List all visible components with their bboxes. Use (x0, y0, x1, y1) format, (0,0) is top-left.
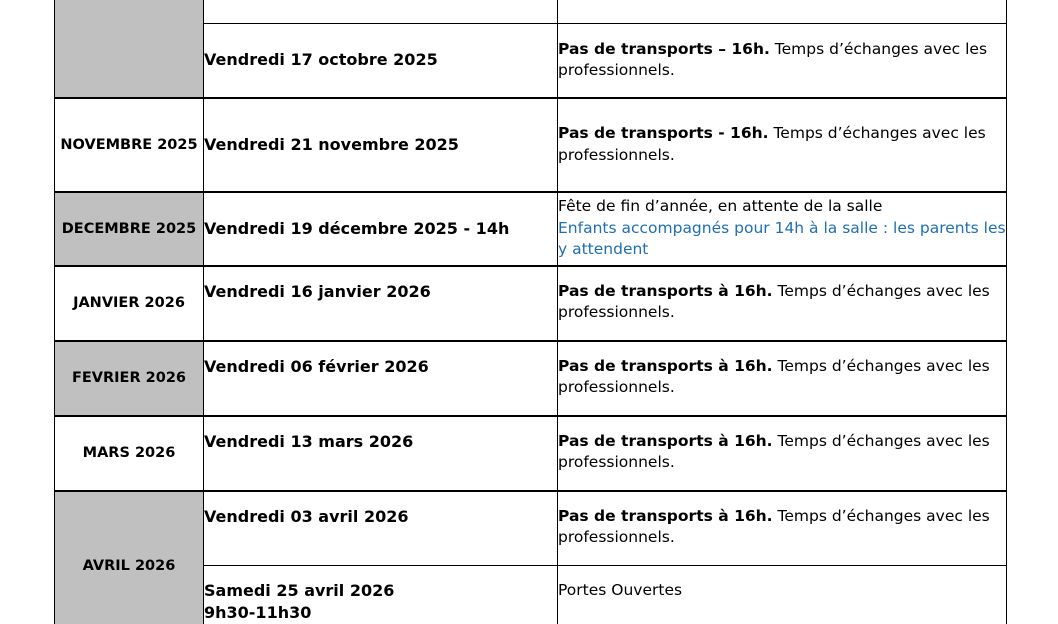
info-bold-text: Pas de transports à 16h. (558, 431, 773, 450)
table-row (55, 341, 1007, 416)
date-cell (204, 0, 558, 24)
table-row (55, 0, 1007, 24)
date-line: Samedi 25 avril 2026 (204, 581, 395, 600)
info-cell (558, 341, 1007, 416)
info-cell (558, 266, 1007, 341)
info-text: Temps d’échanges avec les professionnels. (558, 356, 990, 396)
month-cell: AVRIL 2026 (55, 491, 204, 624)
table-row (55, 192, 1007, 266)
info-bold-text: Pas de transports à 16h. (558, 506, 773, 525)
info-text: Temps d’échanges avec les professionnels. (558, 431, 990, 471)
date-cell: Vendredi 19 décembre 2025 - 14h (204, 192, 558, 266)
month-cell: JANVIER 2026 (55, 266, 204, 341)
date-cell: Vendredi 06 février 2026 (204, 341, 558, 416)
month-cell: NOVEMBRE 2025 (55, 98, 204, 192)
info-cell (558, 98, 1007, 192)
table-row (55, 98, 1007, 192)
date-cell: Vendredi 17 octobre 2025 (204, 24, 558, 98)
info-cell (558, 192, 1007, 266)
month-cell: MARS 2026 (55, 416, 204, 491)
info-cell (558, 0, 1007, 24)
info-cell (558, 24, 1007, 98)
info-text: Temps d’échanges avec les professionnels. (558, 124, 986, 164)
info-bold-text: Pas de transports à 16h. (558, 281, 773, 300)
info-cell: Portes Ouvertes (558, 566, 1007, 624)
table-row (55, 491, 1007, 566)
month-cell-octobre (55, 0, 204, 98)
info-text: Temps d’échanges avec les professionnels. (558, 39, 988, 80)
date-cell: Vendredi 16 janvier 2026 (204, 266, 558, 341)
date-cell: Vendredi 21 novembre 2025 (204, 98, 558, 192)
schedule-table (54, 0, 1007, 624)
info-text: Temps d’échanges avec les professionnels. (558, 506, 990, 546)
info-text: Temps d’échanges avec les professionnels. (558, 281, 990, 321)
table-row (55, 266, 1007, 341)
info-cell (558, 491, 1007, 566)
date-cell: Vendredi 13 mars 2026 (204, 416, 558, 491)
date-cell: Vendredi 03 avril 2026 (204, 491, 558, 566)
time-line: 9h30-11h30 (204, 603, 312, 622)
info-bold-text: Pas de transports – 16h. (558, 39, 770, 58)
table-row (55, 416, 1007, 491)
info-bold-text: Pas de transports à 16h. (558, 356, 773, 375)
month-cell: DECEMBRE 2025 (55, 192, 204, 266)
info-bold-text: Pas de transports - 16h. (558, 124, 769, 142)
info-line: Fête de fin d’année, en attente de la salle (558, 197, 883, 216)
date-cell (204, 566, 558, 624)
info-cell (558, 416, 1007, 491)
info-note-blue: Enfants accompagnés pour 14h à la salle : les parents les y attendent (558, 218, 1006, 259)
month-cell: FEVRIER 2026 (55, 341, 204, 416)
